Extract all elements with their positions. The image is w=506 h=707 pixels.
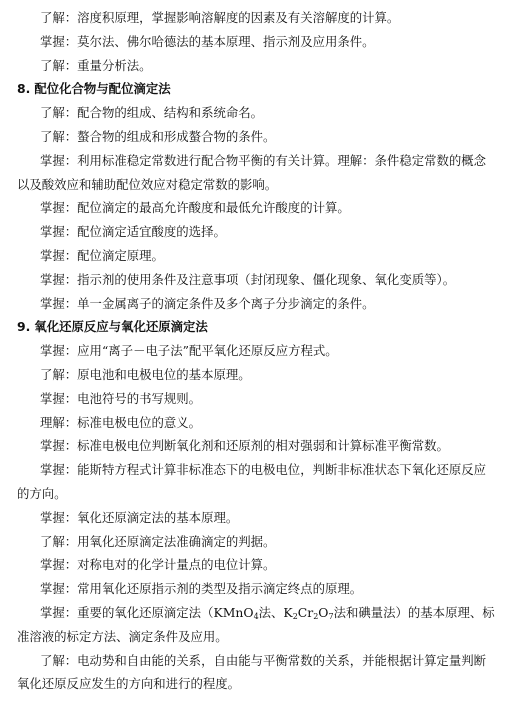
text-line: 了解：重量分析法。 <box>40 57 152 73</box>
text-line: 掌握：对称电对的化学计量点的电位计算。 <box>40 557 276 573</box>
text-line: 掌握：常用氧化还原指示剂的类型及指示滴定终点的原理。 <box>40 581 363 597</box>
text-line-with-formulas <box>0 601 506 625</box>
text-line: 掌握：应用“离子－电子法”配平氧化还原反应方程式。 <box>40 343 338 359</box>
text-line: 了解：原电池和电极电位的基本原理。 <box>40 366 251 382</box>
text-line: 了解：配合物的组成、结构和系统命名。 <box>40 105 264 121</box>
text-line-continuation: 准溶液的标定方法、滴定条件及应用。 <box>17 628 228 644</box>
section-heading <box>0 315 506 339</box>
text-segment: 法、K <box>258 604 293 620</box>
text-line-continuation: 的方向。 <box>17 485 67 501</box>
section-heading <box>0 77 506 101</box>
section-title: 氧化还原反应与氧化还原滴定法 <box>34 319 208 335</box>
text-line: 掌握：标准电极电位判断氧化剂和还原剂的相对强弱和计算标准平衡常数。 <box>40 438 449 454</box>
text-line: 掌握：能斯特方程式计算非标准态下的电极电位，判断非标准状态下氧化还原反应 <box>40 462 487 478</box>
text-line: 掌握：莫尔法、佛尔哈德法的基本原理、指示剂及应用条件。 <box>40 33 375 49</box>
subscript: 2 <box>313 611 319 621</box>
text-line: 掌握：利用标准稳定常数进行配合物平衡的有关计算。理解：条件稳定常数的概念 <box>40 152 487 168</box>
section-number: 9. <box>17 319 31 335</box>
text-line: 掌握：单一金属离子的滴定条件及多个离子分步滴定的条件。 <box>40 295 375 311</box>
text-line: 了解：螯合物的组成和形成螯合物的条件。 <box>40 128 276 144</box>
text-segment: O <box>318 604 329 620</box>
text-segment: Cr <box>297 604 314 620</box>
text-segment: 掌握：重要的氧化还原滴定法（KMnO <box>40 604 254 620</box>
text-line-continuation: 以及酸效应和辅助配位效应对稳定常数的影响。 <box>17 176 278 192</box>
text-line: 掌握：电池符号的书写规则。 <box>40 390 202 406</box>
text-line: 掌握：配位滴定适宜酸度的选择。 <box>40 224 226 240</box>
subscript: 7 <box>328 611 334 621</box>
document-content <box>0 6 506 696</box>
subscript: 2 <box>292 611 298 621</box>
text-line: 了解：电动势和自由能的关系，自由能与平衡常数的关系，并能根据计算定量判断 <box>40 652 487 668</box>
text-line: 了解：溶度积原理，掌握影响溶解度的因素及有关溶解度的计算。 <box>40 10 400 25</box>
text-segment: 法和碘量法）的基本原理、标 <box>333 604 495 620</box>
text-line: 理解：标准电极电位的意义。 <box>40 414 202 430</box>
text-line: 掌握：指示剂的使用条件及注意事项（封闭现象、僵化现象、氧化变质等）。 <box>40 271 456 287</box>
text-line-continuation: 氧化还原反应发生的方向和进行的程度。 <box>17 676 241 692</box>
section-number: 8. <box>17 81 31 97</box>
text-line: 了解：用氧化还原滴定法准确滴定的判据。 <box>40 533 276 549</box>
section-title: 配位化合物与配位滴定法 <box>34 81 171 97</box>
text-line: 掌握：氧化还原滴定法的基本原理。 <box>40 509 239 525</box>
text-line: 掌握：配位滴定原理。 <box>40 247 164 263</box>
text-line: 掌握：配位滴定的最高允许酸度和最低允许酸度的计算。 <box>40 200 350 216</box>
subscript: 4 <box>253 611 259 621</box>
